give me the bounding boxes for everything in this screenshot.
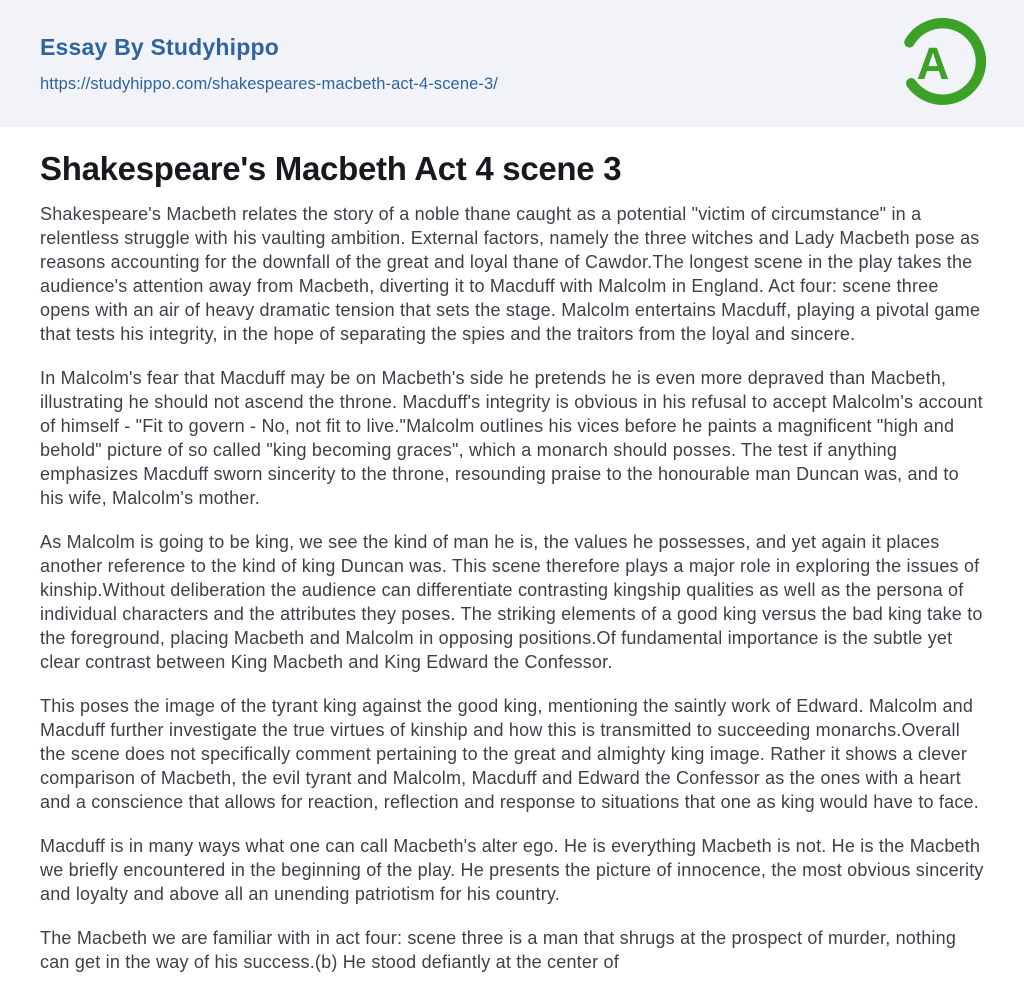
essay-paragraph: The Macbeth we are familiar with in act four: scene three is a man that shrugs at the prospect of murder, nothing can get in the way of his success.(b) He stood defiantly at the center of [40,927,957,972]
studyhippo-logo-arc-icon [899,18,986,105]
essay-article [0,127,1024,974]
essay-paragraph: This poses the image of the tyrant king against the good king, mentioning the saintly work of Edward. Malcolm and Macduff further investigate the true virtues of kinship and how this is transmitted to succeeding monarchs.Overall the scene does not specifically comment pertaining to the great and almighty king image. Rather it shows a clever comparison of Macbeth, the evil tyrant and Malcolm, Macduff and Edward the Confessor as the ones with a heart and a conscience that allows for reaction, reflection and response to situations that one as king would have to face. [40,695,979,812]
essay-paragraph: Macduff is in many ways what one can call Macbeth's alter ego. He is everything Macbeth is not. He is the Macbeth we briefly encountered in the beginning of the play. He presents the picture of innocence, the most obvious sincerity and loyalty and above all an unending patriotism for his country. [40,835,984,904]
logo-letter-a: A [916,37,950,89]
essay-url-link[interactable]: https://studyhippo.com/shakespeares-macbeth-act-4-scene-3/ [40,74,498,93]
essay-paragraph: As Malcolm is going to be king, we see the kind of man he is, the values he possesses, and yet again it places another reference to the kind of king Duncan was. This scene therefore plays a major role in exploring the issues of kinship.Without deliberation the audience can differentiate contrasting kingship qualities as well as the persona of individual characters and the attributes they poses. The striking elements of a good king versus the bad king take to the foreground, placing Macbeth and Malcolm in opposing positions.Of fundamental importance is the subtle yet clear contrast between King Macbeth and King Edward the Confessor. [40,531,983,672]
essay-paragraph: Shakespeare's Macbeth relates the story of a noble thane caught as a potential "victim of circumstance" in a relentless struggle with his vaulting ambition. External factors, namely the three witches and Lady Macbeth pose as reasons accounting for the downfall of the great and loyal thane of Cawdor.The longest scene in the play takes the audience's attention away from Macbeth, diverting it to Macduff with Malcolm in England. Act four: scene three opens with an air of heavy dramatic tension that sets the stage. Malcolm entertains Macduff, playing a pivotal game that tests his integrity, in the hope of separating the spies and the traitors from the loyal and sincere. [40,203,981,344]
essay-paragraph: In Malcolm's fear that Macduff may be on Macbeth's side he pretends he is even more depraved than Macbeth, illustrating he should not ascend the throne. Macduff's integrity is obvious in his refusal to accept Malcolm's account of himself - "Fit to govern - No, not fit to live."Malcolm outlines his vices before he paints a magnificent "high and behold" picture of so called "king becoming graces", which a monarch should posses. The test if anything emphasizes Macduff sworn sincerity to the throne, resounding praise to the honourable man Duncan was, and to his wife, Malcolm's mother. [40,367,983,508]
site-header [0,0,1024,127]
essay-body [40,202,984,974]
essay-title: Shakespeare's Macbeth Act 4 scene 3 [40,150,622,187]
header-text-block [40,34,498,94]
site-name: Essay By Studyhippo [40,33,279,60]
